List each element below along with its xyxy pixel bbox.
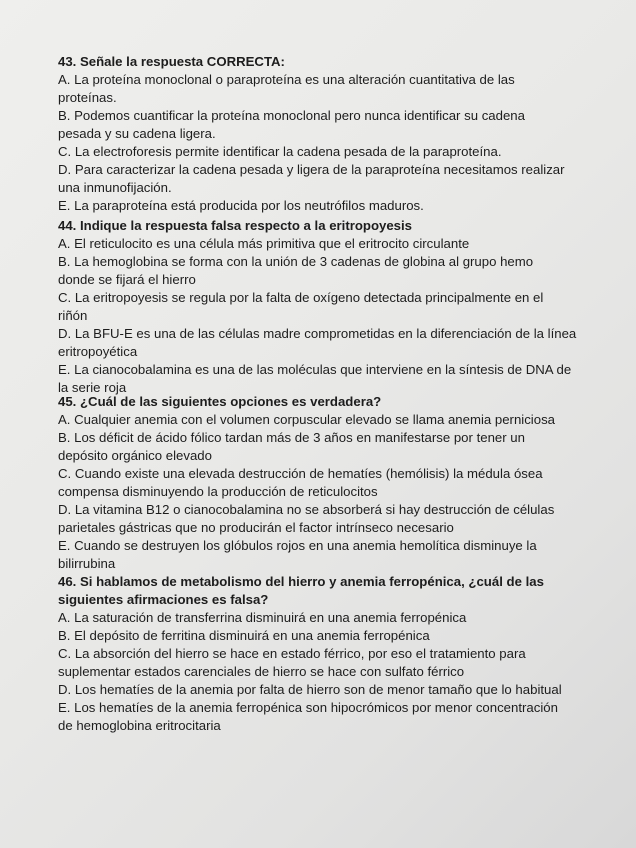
option-line: B. Los déficit de ácido fólico tardan más de 3 años en manifestarse por tener un <box>58 430 525 445</box>
option-line: B. La hemoglobina se forma con la unión de 3 cadenas de globina al grupo hemo <box>58 254 534 269</box>
question-title: 43. Señale la respuesta CORRECTA: <box>58 54 285 69</box>
option-line: B. Podemos cuantificar la proteína monoclonal pero nunca identificar su cadena <box>58 108 525 123</box>
option-line: D. Los hematíes de la anemia por falta de hierro son de menor tamaño que lo habitual <box>58 682 562 697</box>
option-line: eritropoyética <box>58 344 138 359</box>
option-line: E. Cuando se destruyen los glóbulos rojos en una anemia hemolítica disminuye la <box>58 538 537 553</box>
question-title: 45. ¿Cuál de las siguientes opciones es verdadera? <box>58 394 382 409</box>
option-line: A. El reticulocito es una célula más primitiva que el eritrocito circulante <box>58 236 470 251</box>
option-line: bilirrubina <box>58 556 116 571</box>
option-line: B. El depósito de ferritina disminuirá en una anemia ferropénica <box>58 628 430 643</box>
option-line: A. La saturación de transferrina disminuirá en una anemia ferropénica <box>58 610 467 625</box>
option-line: donde se fijará el hierro <box>58 272 196 287</box>
question-46 <box>58 573 618 735</box>
question-43 <box>58 53 618 215</box>
option-line: E. La cianocobalamina es una de las moléculas que interviene en la síntesis de DNA de <box>58 362 572 377</box>
question-44 <box>58 217 618 397</box>
option-line: A. Cualquier anemia con el volumen corpuscular elevado se llama anemia perniciosa <box>58 412 555 427</box>
option-line: E. La paraproteína está producida por los neutrófilos maduros. <box>58 198 424 213</box>
option-line: de hemoglobina eritrocitaria <box>58 718 221 733</box>
option-line: compensa disminuyendo la producción de reticulocitos <box>58 484 378 499</box>
option-line: suplementar estados carenciales de hierro se hace con sulfato férrico <box>58 664 465 679</box>
option-line: E. Los hematíes de la anemia ferropénica son hipocrómicos por menor concentración <box>58 700 558 715</box>
option-line: C. La eritropoyesis se regula por la falta de oxígeno detectada principalmente en el <box>58 290 544 305</box>
option-line: D. Para caracterizar la cadena pesada y ligera de la paraproteína necesitamos realizar <box>58 162 565 177</box>
option-line: A. La proteína monoclonal o paraproteína es una alteración cuantitativa de las <box>58 72 515 87</box>
option-line: parietales gástricas que no producirán el factor intrínseco necesario <box>58 520 454 535</box>
option-line: C. La absorción del hierro se hace en estado férrico, por eso el tratamiento para <box>58 646 526 661</box>
option-line: D. La BFU-E es una de las células madre comprometidas en la diferenciación de la línea <box>58 326 577 341</box>
option-line: C. Cuando existe una elevada destrucción de hematíes (hemólisis) la médula ósea <box>58 466 543 481</box>
question-title: 44. Indique la respuesta falsa respecto a la eritropoyesis <box>58 218 413 233</box>
question-45 <box>58 393 618 573</box>
option-line: riñón <box>58 308 88 323</box>
option-line: depósito orgánico elevado <box>58 448 212 463</box>
option-line: proteínas. <box>58 90 117 105</box>
question-title-line2: siguientes afirmaciones es falsa? <box>58 592 269 607</box>
option-line: pesada y su cadena ligera. <box>58 126 216 141</box>
option-line: D. La vitamina B12 o cianocobalamina no se absorberá si hay destrucción de células <box>58 502 555 517</box>
question-title: 46. Si hablamos de metabolismo del hierro y anemia ferropénica, ¿cuál de las <box>58 574 544 589</box>
option-line: una inmunofijación. <box>58 180 172 195</box>
option-line: C. La electroforesis permite identificar la cadena pesada de la paraproteína. <box>58 144 502 159</box>
option-line: la serie roja <box>58 380 127 395</box>
